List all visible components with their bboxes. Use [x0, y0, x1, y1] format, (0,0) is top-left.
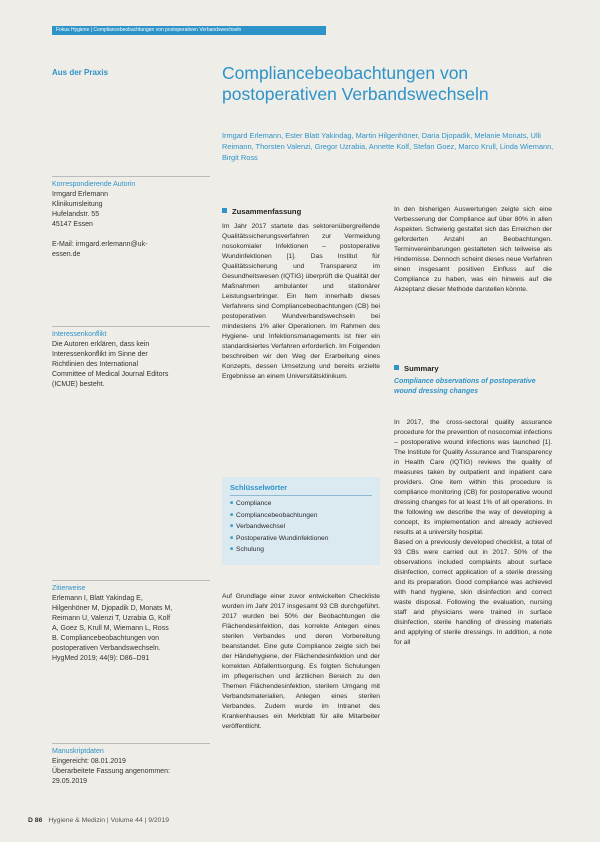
- zusammenfassung-heading: [222, 207, 301, 216]
- section-marker: [394, 365, 399, 370]
- correspondence-department: Klinikumsleitung: [52, 201, 103, 208]
- sidebar-divider: [52, 326, 210, 327]
- keyword-item: ■ Verbandwechsel: [230, 521, 328, 533]
- summary-subheading: Compliance observations of postoperative wound dressing changes: [394, 378, 536, 395]
- citation-text: Erlemann I, Blatt Yakindag E, Hilgenhöner M, Djopadik D, Monats M, Reimann U, Valenzi T, Uzrabia G, Kolf A, Goez S, Krull M, Wiemann L, Ross B. Compliancebeobachtungen von postoperativen Verbandswechseln. HygMed 2019; 44(9): D86–D91: [52, 595, 173, 662]
- keyword-item: ■ Compliancebeobachtungen: [230, 510, 328, 522]
- received-date: Eingereicht: 08.01.2019: [52, 758, 126, 765]
- correspondence-city: 45147 Essen: [52, 221, 93, 228]
- body-text: [222, 592, 380, 812]
- section-marker: [222, 208, 227, 213]
- correspondence-street: Hufelandstr. 55: [52, 211, 100, 218]
- zusammenfassung-paragraph: Im Jahr 2017 startete das sektorenübergreifende Qualitätssicherungsverfahren zur Vermeidung nosokomialer Infektionen – postoperative Wundinfektionen [1]. Das Institut für Qualitätssicherung und Transparenz im Gesundheitswesen (IQTIG) überprüft die Qualität der Maßnahmen ambulanter und stationärer Leistungserbringer. Ein Item innerhalb dieses Verfahrens sind Compliancebeobachtungen (CB) bei postoperativen Wundverbandswechseln bei mindestens 1% aller Operationen. Im Rahmen des Hygiene- und Infektionsmanagements ist hier ein standardisiertes Verfahren erforderlich. Im Folgenden beschreiben wir den Weg der Erarbeitung eines Konzepts, dessen Umsetzung und bereits erzielte Ergebnisse an einem Universitätsklinikum.: [222, 223, 380, 380]
- summary-paragraph: In 2017, the cross-sectoral quality assurance procedure for the prevention of nosocomial infections – postoperative wound infections was launched [1]. The Institute for Quality Assurance and Transparency in Health Care (IQTIG) reviews the quality of measures taken by outpatient and inpatient care providers. One item within this procedure is compliance monitoring (CB) for postoperative wound dressing changes for at least 1% of all operations. In the following we describe the way of developing a concept, its implementation and already achieved results at a university hospital.: [394, 419, 552, 536]
- page-number: D 86: [28, 817, 43, 824]
- conflict-block: [52, 330, 172, 390]
- zusammenfassung-text: [222, 222, 380, 472]
- keywords-heading: Schlüsselwörter: [230, 483, 288, 492]
- correspondence-block: [52, 180, 212, 260]
- keyword-item: ■ Postoperative Wundinfektionen: [230, 533, 328, 545]
- sidebar-divider: [52, 580, 210, 581]
- correspondence-name: Irmgard Erlemann: [52, 191, 109, 198]
- summary-paragraph: Based on a previously developed checklist, a total of 93 CBs were carried out in 2017. 50% of the observations included complaints about surface disinfection, correct application of a sterile dressing and its preparation. Good compliance was achieved with hand hygiene, skin disinfection and correct waste disposal. Following the evaluation, nursing staff and physicians were trained in surface disinfection, sterile handling of dressing materials and applying of sterile dressings. In addition, a note for all: [394, 539, 552, 646]
- keywords-list: [230, 498, 328, 556]
- journal-info: Hygiene & Medizin | Volume 44 | 9/2019: [48, 817, 170, 824]
- zusammenfassung-heading-text: Zusammenfassung: [232, 207, 302, 216]
- sidebar-divider: [52, 743, 210, 744]
- conflict-heading: Interessenkonflikt: [52, 331, 107, 338]
- article-title: Compliancebeobachtungen von postoperativen Verbandswechseln: [222, 63, 489, 104]
- zusammenfassung-continuation: [394, 205, 552, 335]
- keywords-box: [222, 477, 380, 565]
- page-footer: [28, 817, 169, 824]
- manuscript-heading: Manuskriptdaten: [52, 748, 104, 755]
- body-paragraph: Auf Grundlage einer zuvor entwickelten Checkliste wurden im Jahr 2017 insgesamt 93 CB durchgeführt. 2017 wurden bei 50% der Beobachtungen die Flächendesinfektion, das korrekte Anlegen eines sterilen Verbandes und deren Vorbereitung beanstandet. Eine gute Compliance zeigte sich bei der Händehygiene, der Flächendesinfektion und der korrekten Abfallentsorgung. Es folgten Schulungen im pflegerischen und ärztlichen Bereich zu den Themen Flächendesinfektion, sterilem Umgang mit Verbandsmaterialien, Anlegen eines sterilen Verbandes. Zudem wurde im Intranet des Krankenhauses ein Merkblatt für alle Mitarbeiter veröffentlicht.: [222, 593, 380, 730]
- sidebar-divider: [52, 176, 210, 177]
- citation-heading: Zitierweise: [52, 585, 86, 592]
- summary-heading-text: Summary: [404, 364, 439, 373]
- zusammenfassung-continuation-paragraph: In den bisherigen Auswertungen zeigte sich eine Verbesserung der Compliance auf über 80% in allen Aspekten. Schwierig gestaltet sich das Erreichen der geforderten Anzahl an Beobachtungen. Terminvereinbarungen gestalteten sich teilweise als Hindernisse. Dennoch scheint dieses neue Verfahren einen insgesamt positiven Einfluss auf die Compliance zu haben, was ein hinweis auf die Akzeptanz dieser Methode darstellen könnte.: [394, 206, 552, 293]
- citation-block: [52, 584, 176, 664]
- revised-date: Überarbeitete Fassung angenommen: 29.05.2019: [52, 768, 170, 785]
- correspondence-heading: Korrespondierende Autorin: [52, 181, 136, 188]
- running-header: Fokus Hygiene | Compliancebeobachtungen von postoperativen Verbandswechseln: [52, 26, 326, 35]
- keywords-divider: [230, 495, 372, 496]
- keyword-item: ■ Compliance: [230, 498, 328, 510]
- correspondence-email: E-Mail: irmgard.erlemann@uk-essen.de: [52, 241, 148, 258]
- summary-text: [394, 418, 552, 812]
- keyword-item: ■ Schulung: [230, 544, 328, 556]
- section-label: Aus der Praxis: [52, 68, 109, 77]
- summary-heading: [394, 364, 439, 373]
- manuscript-block: [52, 747, 176, 787]
- conflict-text: Die Autoren erklären, dass kein Interessenkonflikt im Sinne der Richtlinien des International Committee of Medical Journal Editors (ICMJE) besteht.: [52, 341, 169, 388]
- author-list: Irmgard Erlemann, Ester Blatt Yakindag, Martin Hilgenhöner, Daria Djopadik, Melanie Monats, Ulli Reimann, Thorsten Valenzi, Gregor Uzrabia, Annette Kolf, Stefan Goez, Marco Krull, Linda Wiemann, Birgit Ross: [222, 131, 554, 162]
